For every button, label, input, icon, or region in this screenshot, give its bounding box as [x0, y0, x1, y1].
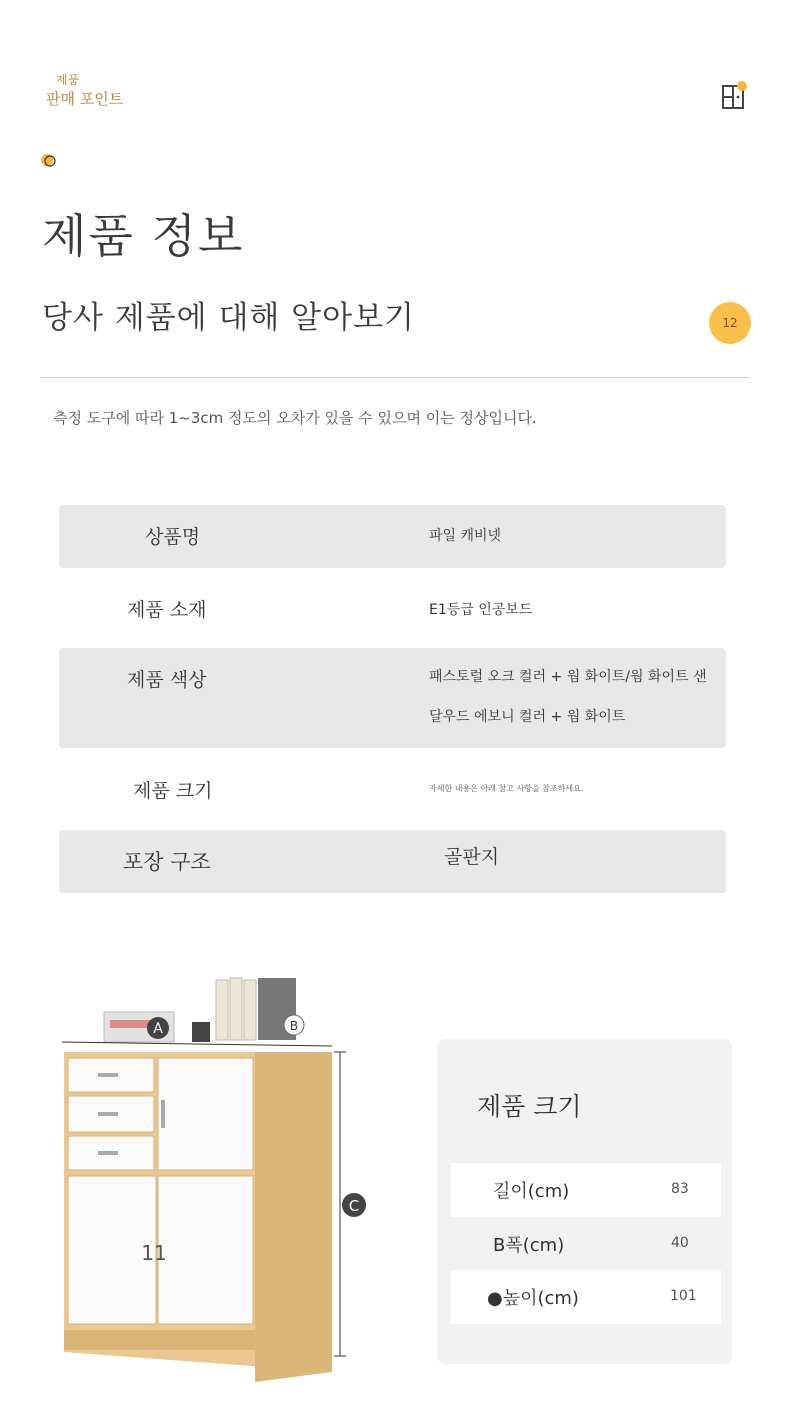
tagline-big: 판매 포인트: [46, 90, 124, 108]
spec-row-packaging: [59, 830, 726, 893]
door-label: 11: [141, 1241, 167, 1265]
marker-c-label: C: [348, 1197, 360, 1215]
cabinet-lower-door-right: [158, 1176, 253, 1324]
spec-value: E1등급 인공보드: [429, 602, 533, 618]
size-value: 83: [671, 1181, 689, 1197]
size-row-height: [451, 1270, 721, 1324]
page-number-badge: 12: [709, 302, 751, 344]
size-label: B폭(cm): [493, 1235, 565, 1256]
spec-value: 패스토럴 오크 컬러 + 웜 화이트/웜 화이트 샌: [429, 669, 707, 685]
measurement-notice: 측정 도구에 따라 1~3cm 정도의 오차가 있을 수 있으며 이는 정상입니다.: [53, 409, 537, 427]
size-card-title: 제품 크기: [477, 1092, 582, 1121]
spec-label: 제품 크기: [133, 780, 213, 802]
spec-label: 포장 구조: [123, 850, 211, 874]
size-card: [437, 1039, 732, 1364]
marker-a: [147, 1017, 169, 1039]
spec-value: 골판지: [444, 846, 500, 868]
size-value: 40: [671, 1235, 689, 1251]
spec-row-color: [59, 648, 726, 748]
spec-value: 자세한 내용은 아래 참고 사항을 참조하세요.: [429, 784, 584, 793]
spec-label: 제품 색상: [127, 669, 207, 691]
marker-b-label: B: [289, 1019, 299, 1033]
size-row-length: [451, 1163, 721, 1217]
marker-b: [284, 1015, 304, 1035]
size-value: 101: [670, 1288, 697, 1304]
size-label: ●높이(cm): [487, 1288, 579, 1309]
spec-row-product-name: [59, 505, 726, 568]
cabinet-dimension-diagram: [40, 970, 380, 1390]
desktop-accessories: [104, 978, 299, 1042]
spec-row-size: [59, 759, 726, 822]
spec-label: 상품명: [145, 526, 201, 548]
size-label: 길이(cm): [493, 1181, 570, 1202]
bullet-dots-icon: [40, 152, 58, 168]
section-divider: [40, 377, 750, 378]
spec-value-line2: 달우드 에보니 컬러 + 웜 화이트: [429, 709, 626, 725]
tagline-small: 제품: [56, 73, 80, 87]
page-title: 제품 정보: [42, 209, 245, 263]
section-tagline: [46, 72, 123, 110]
page-subtitle: 당사 제품에 대해 알아보기: [42, 300, 415, 336]
size-row-width: [451, 1217, 721, 1271]
spec-row-material: [59, 578, 726, 641]
cabinet-upper-door: [158, 1058, 253, 1170]
marker-a-label: A: [153, 1021, 163, 1037]
cabinet-drawers: [68, 1058, 154, 1170]
marker-c: [342, 1193, 366, 1217]
spec-label: 제품 소재: [127, 599, 207, 621]
spec-value: 파일 캐비넷: [429, 528, 502, 544]
cabinet-icon[interactable]: [718, 80, 752, 114]
